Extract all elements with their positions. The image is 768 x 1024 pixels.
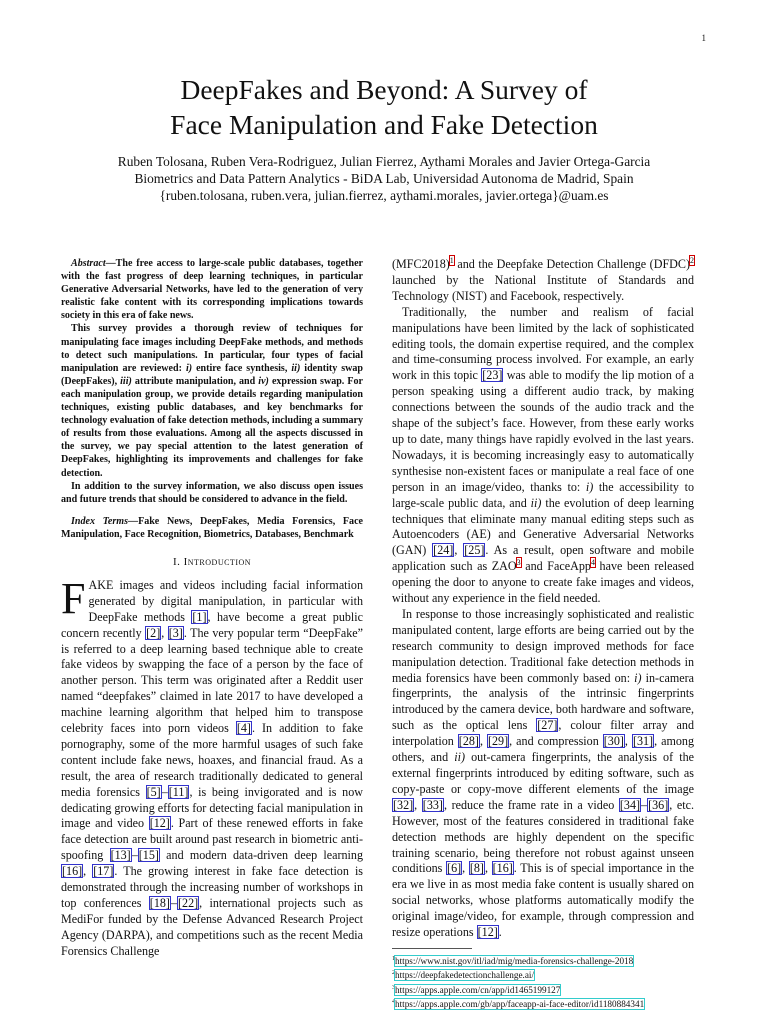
dropcap-letter: F <box>61 573 86 623</box>
footnote-mark[interactable]: 1 <box>449 255 454 265</box>
title-line-1: DeepFakes and Beyond: A Survey of <box>180 74 588 105</box>
citation-link[interactable]: [6] <box>447 861 462 876</box>
citation-link[interactable]: [17] <box>93 864 114 879</box>
citation-link[interactable]: [22] <box>178 896 199 910</box>
citation-link[interactable]: [1] <box>192 609 207 624</box>
citation-link[interactable]: [12] <box>149 816 170 831</box>
title-line-2: Face Manipulation and Fake Detection <box>170 109 598 140</box>
right-body <box>392 257 694 941</box>
footnote-rule <box>392 948 472 949</box>
citation-link[interactable]: [32] <box>393 797 414 812</box>
citation-link[interactable]: [8] <box>469 861 484 876</box>
paragraph-traditionally: Traditionally, the number and realism of facial manipulations have been limited by the lack of sophisticated editing tools, the domain expertise required, and the complex and time-consuming process involved. For example, an early work in this topic [23] was able to modify the lip motion of a person speaking using a different audio track, by making connections between the sounds of the audio track and the shape of the subject’s face. However, from these early works up to date, many things have rapidly evolved in the last years. Nowadays, it is becoming increasingly easy to automatically synthesise non-existent faces or manipulate a real face of one person in an image/video, thanks to: i) the accessibility to large-scale public data, and ii) the evolution of deep learning techniques that eliminate many manual editing steps such as Autoencoders (AE) and Generative Adversarial Networks (GAN) [24], [25]. As a result, open software and mobile application such as ZAO$^3$ and FaceApp$^4$ have been released opening the door to anyone to create fake images and videos, without any experience in the field needed. <box>392 304 695 606</box>
index-terms-label: Index Terms <box>71 515 129 527</box>
left-column <box>61 257 363 960</box>
citation-link[interactable]: [13] <box>110 848 131 863</box>
index-terms <box>61 515 363 541</box>
citation-link[interactable]: [4] <box>236 721 251 736</box>
citation-link[interactable]: [29] <box>487 734 509 749</box>
footnote-link[interactable]: https://apps.apple.com/gb/app/faceapp-ai-face-editor/id1180884341 <box>395 998 645 1009</box>
footnote-link[interactable]: https://apps.apple.com/cn/app/id1465199127 <box>395 984 561 995</box>
footnote-mark[interactable]: 2 <box>690 255 694 265</box>
intro-body <box>61 573 364 960</box>
abstract-p1: —The free access to large-scale public databases, together with the fast progress of deep learning techniques, in particular Generative Adversarial Networks, have led to the generation of very realistic fake content with its corresponding implications towards society in this era of fake news. <box>61 258 363 322</box>
citation-link[interactable]: [24] <box>433 543 454 558</box>
abstract-label: Abstract <box>71 258 106 269</box>
author-affiliation: Biometrics and Data Pattern Analytics - BiDA Lab, Universidad Autonoma de Madrid, Spain <box>134 171 634 186</box>
footnote-4: $^4$https://apps.apple.com/gb/app/faceapp-ai-face-editor/id1180884341 <box>392 998 645 1009</box>
paper-title <box>0 72 768 142</box>
footnote-link[interactable]: https://deepfakedetectionchallenge.ai/ <box>395 970 535 981</box>
citation-link[interactable]: [28] <box>458 734 479 749</box>
footnote-1: $^1$https://www.nist.gov/itl/iad/mig/media-forensics-challenge-2018 <box>392 955 634 967</box>
footnote-mark[interactable]: 3 <box>516 558 521 568</box>
page-number: 1 <box>701 33 706 43</box>
citation-link[interactable]: [5] <box>146 784 161 799</box>
paragraph-challenges: (MFC2018)$^1$ and the Deepfake Detection Challenge (DFDC)$^2$ launched by the National Institute of Standards and Technology (NIST) and Facebook, respectively. <box>392 255 694 303</box>
citation-link[interactable]: [34] <box>619 797 641 812</box>
citation-link[interactable]: [16] <box>62 864 83 879</box>
citation-link[interactable]: [30] <box>603 734 624 749</box>
footnote-2: $^2$https://deepfakedetectionchallenge.ai/ <box>392 970 535 981</box>
section-heading-introduction: I. Introduction <box>172 555 252 568</box>
citation-link[interactable]: [36] <box>648 797 669 812</box>
abstract-p2: This survey provides a thorough review of techniques for manipulating face images including DeepFake methods, and methods to detect such manipulations. In particular, four types of facial manipulation are reviewed: i) entire face synthesis, ii) identity swap (DeepFakes), iii) attribute manipulation, and iv) expression swap. For each manipulation group, we provide details regarding manipulation techniques, existing public databases, and key benchmarks for technology evaluation of fake detection methods, including a summary of results from those evaluations. Among all the aspects discussed in the survey, we pay special attention to the latest generation of DeepFakes, highlighting its improvements and challenges for fake detection. <box>61 323 364 479</box>
abstract <box>61 257 363 506</box>
citation-link[interactable]: [12] <box>477 925 498 940</box>
intro-paragraph: FAKE images and videos including facial information generated by digital manipulation, in particular with DeepFake methods [1], have become a great public concern recently [2], [3]. The very popular term “DeepFake” is referred to a deep learning based technique able to create fake videos by swapping the face of a person by the face of another person. This term was originated after a Reddit user named “deepfakes” claimed in late 2017 to have developed a machine learning algorithm that helped him to transpose celebrity faces into porn videos [4]. In addition to fake pornography, some of the more harmful usages of such fake content include fake news, hoaxes, and financial fraud. As a result, the area of research traditionally dedicated to general media forensics [5]–[11], is being invigorated and is now dedicating growing efforts for detecting facial manipulation in image and video [12]. Part of these renewed efforts in fake face detection are built around past research in biometric anti-spoofing [13]–[15] and modern data-driven deep learning [16], [17]. The growing interest in fake face detection is demonstrated through the increasing number of workshops in top conferences [18]–[22], international projects such as MediFor funded by the Defense Advanced Research Project Agency (DARPA), and competitions such as the recent Media Forensics Challenge <box>61 573 364 958</box>
index-terms-text: —Fake News, DeepFakes, Media Forensics, Face Manipulation, Face Recognition, Biometrics, Databases, Benchmark <box>61 515 364 540</box>
citation-link[interactable]: [18] <box>149 896 170 910</box>
citation-link[interactable]: [23] <box>482 368 503 383</box>
citation-link[interactable]: [16] <box>492 861 513 876</box>
footnote-link[interactable]: https://www.nist.gov/itl/iad/mig/media-forensics-challenge-2018 <box>395 956 634 967</box>
citation-link[interactable]: [25] <box>464 543 485 558</box>
citation-link[interactable]: [11] <box>168 784 189 799</box>
footnote-mark[interactable]: 4 <box>590 558 595 568</box>
citation-link[interactable]: [27] <box>537 718 558 733</box>
author-emails: {ruben.tolosana, ruben.vera, julian.fierrez, aythami.morales, javier.ortega}@uam.es <box>159 188 609 203</box>
citation-link[interactable]: [33] <box>422 797 443 812</box>
citation-link[interactable]: [3] <box>168 625 183 640</box>
author-names: Ruben Tolosana, Ruben Vera-Rodriguez, Julian Fierrez, Aythami Morales and Javier Ortega-Garcia <box>117 154 651 169</box>
abstract-p3: In addition to the survey information, we also discuss open issues and future trends that should be considered to advance in the field. <box>61 480 363 505</box>
citation-link[interactable]: [31] <box>632 734 654 749</box>
author-block <box>0 153 768 204</box>
footnotes <box>392 953 694 1010</box>
paragraph-response: In response to those increasingly sophisticated and realistic manipulated content, large efforts are being carried out by the research community to design improved methods for face manipulation detection. Traditional fake detection methods in media forensics have been commonly based on: i) in-camera fingerprints, the analysis of the intrinsic fingerprints introduced by the camera device, both hardware and software, such as the optical lens [27], colour filter array and interpolation [28], [29], and compression [30], [31], among others, and ii) out-camera fingerprints, the analysis of the external fingerprints introduced by editing software, such as copy-paste or copy-move different elements of the image [32], [33], reduce the frame rate in a video [34]–[36], etc. However, most of the features considered in traditional fake detection methods are highly dependent on the specific training scenario, being therefore not robust against unseen conditions [6], [8], [16]. This is of special importance in the era we live in as most media fake content is usually shared on social networks, whose platforms automatically modify the original image/video, for example, through compression and resize operations [12]. <box>392 606 695 940</box>
right-column <box>392 257 694 1010</box>
citation-link[interactable]: [15] <box>138 848 159 863</box>
footnote-3: $^3$https://apps.apple.com/cn/app/id1465199127 <box>392 984 561 995</box>
citation-link[interactable]: [2] <box>146 625 161 640</box>
